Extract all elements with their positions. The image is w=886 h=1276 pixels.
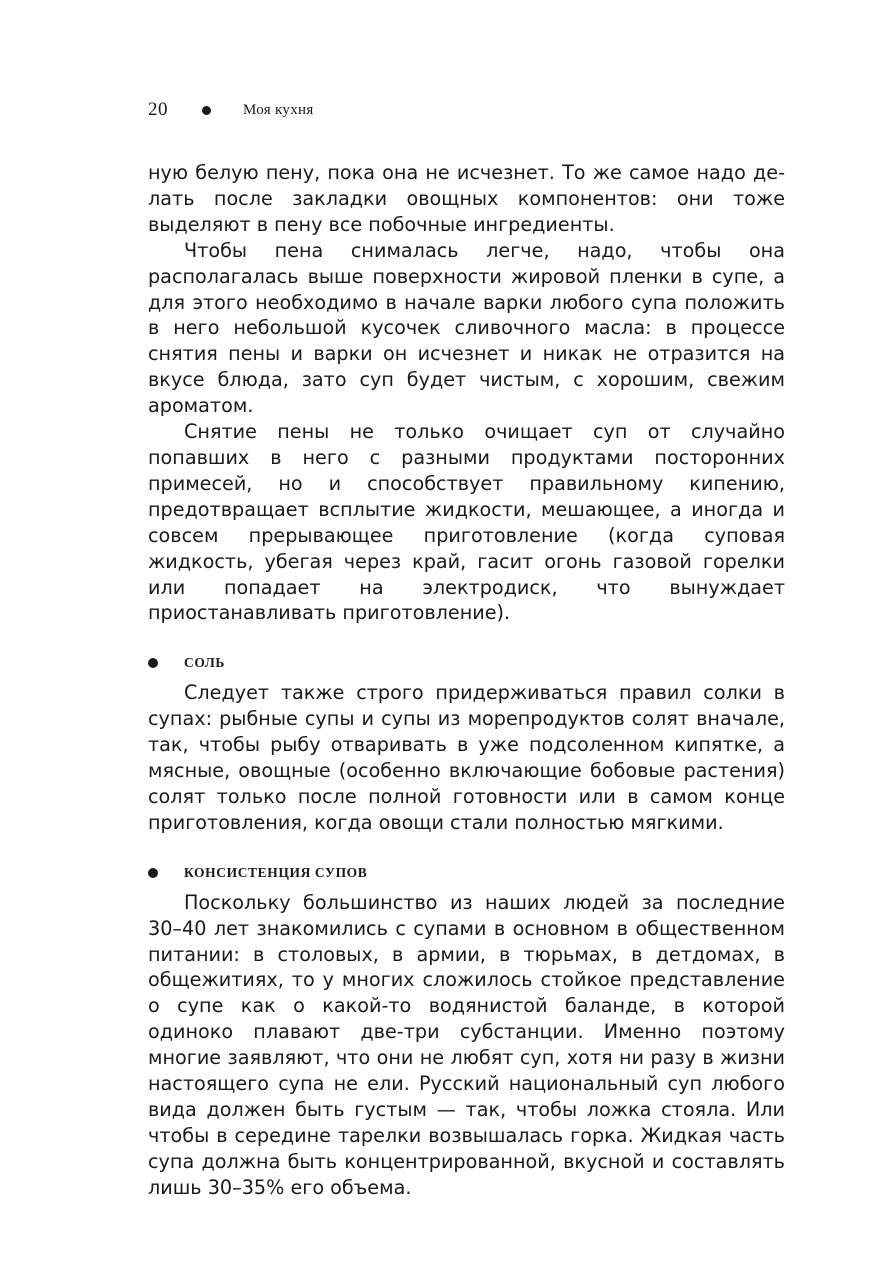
paragraph-continuation: ную белую пену, пока она не исчезнет. То же самое надо делать после закладки овощных компонентов: они тоже выделяют в пену все побочные ингредиенты. <box>148 161 785 236</box>
header-bullet-icon <box>202 106 211 115</box>
paragraph-consistency: Поскольку большинство из наших людей за последние 30–40 лет знакомились с супами в основном в общественном питании: в столовых, в армии, в тюрьмах, в детдомах, в общежитиях, то у многих сложилось стойкое представление о супе как о какой-то водянистой баланде, в которой одиноко плавают две-три субстанции. Именно поэтому многие заявляют, что они не любят суп, хотя ни разу в жизни настоящего супа не ели. Русский национальный суп любого вида должен быть густым — так, чтобы ложка стояла. Или чтобы в середине тарелки возвышалась горка. Жидкая часть супа должна быть концентрированной, вкусной и составлять лишь 30–35% его объема. <box>148 890 785 1199</box>
page-body <box>148 160 785 1201</box>
page-number: 20 <box>148 99 168 120</box>
section-title: СОЛЬ <box>184 655 225 671</box>
paragraph-salt: Следует также строго придерживаться правил солки в супах: рыбные супы и супы из морепродуктов солят вначале, так, чтобы рыбу отваривать в уже подсоленном кипятке, а мясные, овощные (особенно включающие бобовые растения) солят только после полной готовности или в самом конце приготовления, когда овощи стали полностью мягкими. <box>148 681 785 834</box>
paragraph-foam-removal: Снятие пены не только очищает суп от случайно попавших в него с разными продуктами посторонних примесей, но и способствует правильному кипению, предотвращает всплытие жидкости, мешающее, а иногда и совсем прерывающее приготовление (когда суповая жидкость, убегая через край, гасит огонь газовой горелки или попадает на электродиск, что вынуждает приостанавливать приготовление). <box>148 420 785 625</box>
book-title: Моя кухня <box>243 101 314 118</box>
section-heading-consistency <box>148 860 785 886</box>
bullet-icon <box>148 658 158 668</box>
running-head <box>148 96 314 124</box>
section-heading-salt <box>148 650 785 676</box>
section-title: КОНСИСТЕНЦИЯ СУПОВ <box>184 864 368 880</box>
paragraph-foam: Чтобы пена снималась легче, надо, чтобы она располагалась выше поверхности жировой пленки в супе, а для этого необходимо в начале варки любого супа положить в него небольшой кусочек сливочного масла: в процессе снятия пены и варки он исчезнет и никак не отразится на вкусе блюда, зато суп будет чистым, с хорошим, свежим ароматом. <box>148 238 785 418</box>
bullet-icon <box>148 868 158 878</box>
